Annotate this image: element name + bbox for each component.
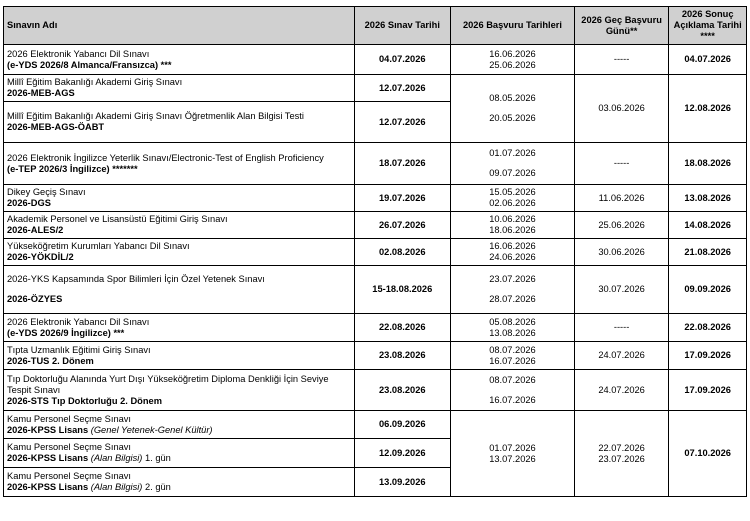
table-header-row xyxy=(4,7,747,45)
late-application: 30.07.2026 xyxy=(574,266,668,314)
exam-name-cell xyxy=(4,102,355,143)
late-application xyxy=(574,411,668,497)
table-row xyxy=(4,266,747,314)
application-dates xyxy=(451,239,575,266)
exam-name-cell xyxy=(4,239,355,266)
application-dates xyxy=(451,45,575,75)
header-application-dates: 2026 Başvuru Tarihleri xyxy=(451,7,575,45)
exam-name-cell xyxy=(4,75,355,102)
exam-name-cell xyxy=(4,45,355,75)
exam-name: Tıp Doktorluğu Alanında Yurt Dışı Yükseköğretim Diploma Denkliği İçin Seviye Tespit Sınavı xyxy=(7,373,329,395)
exam-code xyxy=(7,482,351,493)
header-late-application: 2026 Geç Başvuru Günü** xyxy=(574,7,668,45)
application-end: 20.05.2026 xyxy=(489,113,536,123)
exam-name-cell xyxy=(4,439,355,468)
exam-date: 12.07.2026 xyxy=(354,75,451,102)
exam-name-cell xyxy=(4,185,355,212)
exam-code: 2026-STS Tıp Doktorluğu 2. Dönem xyxy=(7,395,162,406)
application-end: 09.07.2026 xyxy=(489,168,536,178)
result-date: 07.10.2026 xyxy=(669,411,747,497)
result-date: 22.08.2026 xyxy=(669,314,747,342)
exam-date: 23.08.2026 xyxy=(354,370,451,411)
exam-code: (e-TEP 2026/3 İngilizce) ******* xyxy=(7,163,138,174)
exam-name: Dikey Geçiş Sınavı xyxy=(7,187,86,197)
table-row xyxy=(4,370,747,411)
application-start: 01.07.2026 xyxy=(489,442,536,453)
exam-date: 26.07.2026 xyxy=(354,212,451,239)
exam-schedule-table xyxy=(3,6,747,497)
result-date: 17.09.2026 xyxy=(669,370,747,411)
exam-code: 2026-ÖZYES xyxy=(7,294,63,304)
application-end: 24.06.2026 xyxy=(489,252,536,262)
exam-name: Kamu Personel Seçme Sınavı xyxy=(7,442,132,452)
exam-name-cell xyxy=(4,342,355,370)
late-application: 03.06.2026 xyxy=(574,75,668,143)
exam-date: 02.08.2026 xyxy=(354,239,451,266)
late-application: ----- xyxy=(574,45,668,75)
table-row xyxy=(4,239,747,266)
exam-code: 2026-MEB-AGS-ÖABT xyxy=(7,122,105,132)
result-date: 21.08.2026 xyxy=(669,239,747,266)
application-end: 25.06.2026 xyxy=(489,59,536,70)
exam-date: 19.07.2026 xyxy=(354,185,451,212)
application-start: 23.07.2026 xyxy=(489,274,536,284)
exam-name: Tıpta Uzmanlık Eğitimi Giriş Sınavı xyxy=(7,344,151,355)
result-date: 17.09.2026 xyxy=(669,342,747,370)
exam-date: 04.07.2026 xyxy=(354,45,451,75)
exam-code-main: 2026-KPSS Lisans xyxy=(7,424,89,435)
application-dates xyxy=(451,143,575,185)
application-start: 08.07.2026 xyxy=(489,374,536,385)
header-exam-date: 2026 Sınav Tarihi xyxy=(354,7,451,45)
exam-name-cell xyxy=(4,370,355,411)
exam-date: 23.08.2026 xyxy=(354,342,451,370)
late-application: 30.06.2026 xyxy=(574,239,668,266)
exam-name: Kamu Personel Seçme Sınavı xyxy=(7,413,132,424)
exam-code-note: (Genel Yetenek-Genel Kültür) xyxy=(90,424,213,435)
table-row xyxy=(4,45,747,75)
exam-code-suffix: 1. gün xyxy=(142,453,171,463)
application-end: 16.07.2026 xyxy=(489,355,536,366)
exam-date: 22.08.2026 xyxy=(354,314,451,342)
application-dates xyxy=(451,342,575,370)
table-row xyxy=(4,143,747,185)
exam-date: 06.09.2026 xyxy=(354,411,451,439)
exam-date: 15-18.08.2026 xyxy=(354,266,451,314)
application-end: 02.06.2026 xyxy=(489,198,536,208)
exam-code: 2026-TUS 2. Dönem xyxy=(7,355,94,366)
result-date: 18.08.2026 xyxy=(669,143,747,185)
table-row xyxy=(4,411,747,439)
exam-code: (e-YDS 2026/9 İngilizce) *** xyxy=(7,327,125,338)
late-application: 24.07.2026 xyxy=(574,370,668,411)
result-date: 09.09.2026 xyxy=(669,266,747,314)
exam-name-cell xyxy=(4,212,355,239)
application-start: 16.06.2026 xyxy=(489,48,536,59)
application-end: 13.08.2026 xyxy=(489,327,536,338)
exam-code-main: 2026-KPSS Lisans xyxy=(7,453,89,463)
application-dates xyxy=(451,370,575,411)
exam-code: 2026-DGS xyxy=(7,198,51,208)
exam-code-suffix: 2. gün xyxy=(142,482,171,492)
application-start: 10.06.2026 xyxy=(489,214,536,224)
exam-name: 2026 Elektronik Yabancı Dil Sınavı xyxy=(7,316,150,327)
result-date: 04.07.2026 xyxy=(669,45,747,75)
exam-name: Akademik Personel ve Lisansüstü Eğitimi Giriş Sınavı xyxy=(7,214,228,224)
application-dates xyxy=(451,75,575,143)
exam-code xyxy=(7,453,351,464)
exam-code: 2026-MEB-AGS xyxy=(7,88,75,98)
exam-date: 18.07.2026 xyxy=(354,143,451,185)
application-dates xyxy=(451,411,575,497)
application-end: 16.07.2026 xyxy=(489,394,536,405)
result-date: 13.08.2026 xyxy=(669,185,747,212)
exam-name-cell xyxy=(4,143,355,185)
exam-code: (e-YDS 2026/8 Almanca/Fransızca) *** xyxy=(7,59,172,70)
application-start: 05.08.2026 xyxy=(489,316,536,327)
table-row xyxy=(4,314,747,342)
header-exam-name: Sınavın Adı xyxy=(4,7,355,45)
table-row xyxy=(4,342,747,370)
application-dates xyxy=(451,212,575,239)
exam-name: 2026-YKS Kapsamında Spor Bilimleri İçin Özel Yetenek Sınavı xyxy=(7,274,265,284)
table-row xyxy=(4,185,747,212)
late-application: 25.06.2026 xyxy=(574,212,668,239)
exam-name-cell xyxy=(4,468,355,497)
exam-name: 2026 Elektronik Yabancı Dil Sınavı xyxy=(7,48,150,59)
application-start: 08.05.2026 xyxy=(489,93,536,103)
late-application: 11.06.2026 xyxy=(574,185,668,212)
exam-code-note: (Alan Bilgisi) xyxy=(90,453,143,463)
application-start: 01.07.2026 xyxy=(489,148,536,158)
exam-name: Millî Eğitim Bakanlığı Akademi Giriş Sınavı Öğretmenlik Alan Bilgisi Testi xyxy=(7,111,304,121)
exam-code xyxy=(7,425,351,436)
application-dates xyxy=(451,185,575,212)
exam-code-note: (Alan Bilgisi) xyxy=(90,482,143,492)
application-end: 18.06.2026 xyxy=(489,225,536,235)
exam-name-cell xyxy=(4,266,355,314)
application-start: 08.07.2026 xyxy=(489,344,536,355)
result-date: 12.08.2026 xyxy=(669,75,747,143)
exam-code-main: 2026-KPSS Lisans xyxy=(7,482,89,492)
exam-name: 2026 Elektronik İngilizce Yeterlik Sınavı/Electronic-Test of English Proficiency xyxy=(7,152,324,163)
late-application: ----- xyxy=(574,314,668,342)
table-row xyxy=(4,75,747,102)
exam-code: 2026-ALES/2 xyxy=(7,225,64,235)
late-application: 24.07.2026 xyxy=(574,342,668,370)
table-row xyxy=(4,212,747,239)
exam-name: Yükseköğretim Kurumları Yabancı Dil Sınavı xyxy=(7,241,190,251)
exam-date: 12.09.2026 xyxy=(354,439,451,468)
application-dates xyxy=(451,314,575,342)
exam-code: 2026-YÖKDİL/2 xyxy=(7,252,74,262)
application-start: 16.06.2026 xyxy=(489,241,536,251)
result-date: 14.08.2026 xyxy=(669,212,747,239)
application-end: 13.07.2026 xyxy=(489,453,536,464)
exam-date: 12.07.2026 xyxy=(354,102,451,143)
application-dates xyxy=(451,266,575,314)
exam-date: 13.09.2026 xyxy=(354,468,451,497)
exam-name-cell xyxy=(4,411,355,439)
late-application: ----- xyxy=(574,143,668,185)
late-application-day1: 22.07.2026 xyxy=(598,442,645,453)
header-result-date: 2026 Sonuç Açıklama Tarihi **** xyxy=(669,7,747,45)
exam-name: Kamu Personel Seçme Sınavı xyxy=(7,471,132,481)
application-end: 28.07.2026 xyxy=(489,294,536,304)
exam-name: Millî Eğitim Bakanlığı Akademi Giriş Sınavı xyxy=(7,77,183,87)
late-application-day2: 23.07.2026 xyxy=(598,453,645,464)
exam-name-cell xyxy=(4,314,355,342)
application-start: 15.05.2026 xyxy=(489,187,536,197)
